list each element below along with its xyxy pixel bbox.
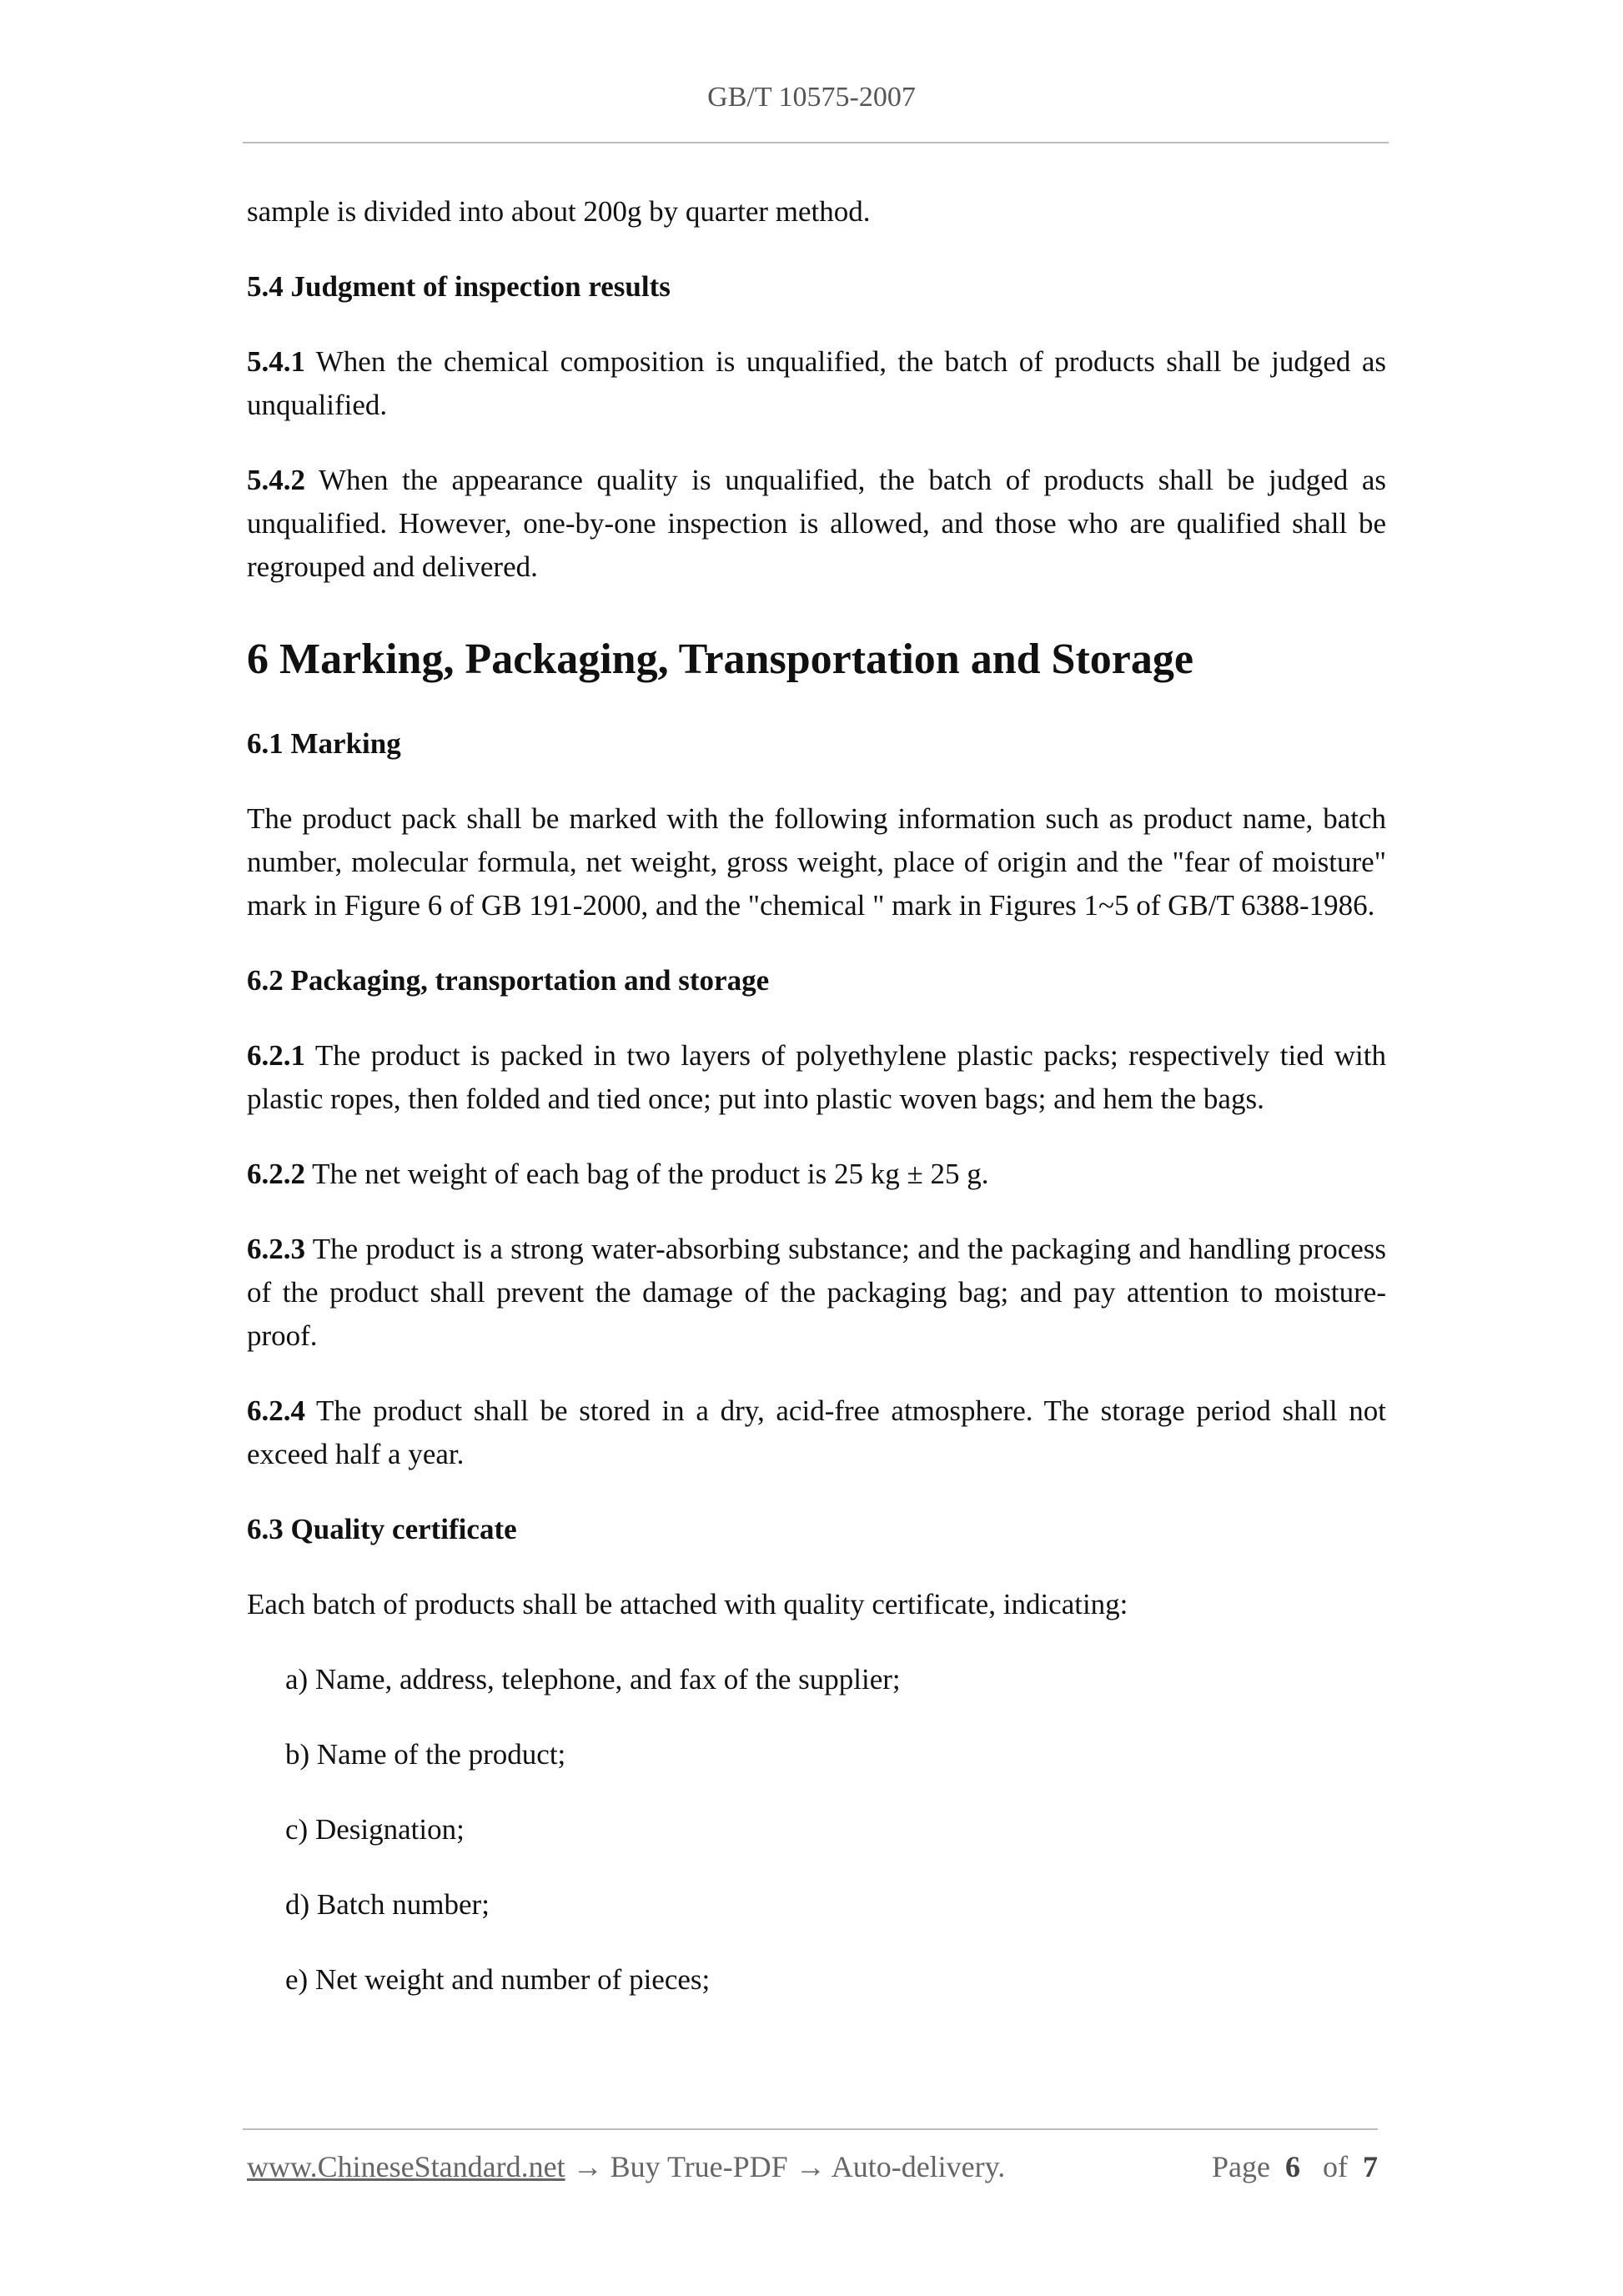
website-link[interactable]: www.ChineseStandard.net: [247, 2150, 565, 2183]
heading-6-1: 6.1 Marking: [247, 727, 401, 760]
clause-5-4-2: [247, 459, 1386, 589]
page-indicator: [1212, 2149, 1378, 2184]
document-body: [247, 190, 1386, 2033]
clause-text: The product is packed in two layers of polyethylene plastic packs; respectively tied with plastic ropes, then folded and tied once; put into plastic woven bags; and hem the bags.: [247, 1039, 1386, 1115]
list-item: b) Name of the product;: [285, 1738, 566, 1771]
clause-number: 6.2.3: [247, 1233, 305, 1265]
page-header: GB/T 10575-2007: [707, 82, 916, 113]
clause-6-2-3: [247, 1228, 1386, 1358]
page-label: Page: [1212, 2150, 1270, 2183]
paragraph-intro: sample is divided into about 200g by quarter method.: [247, 195, 871, 228]
page-number: 6: [1285, 2150, 1300, 2183]
of-label: of: [1323, 2150, 1348, 2183]
clause-number: 6.2.2: [247, 1158, 305, 1190]
section-title-6: 6 Marking, Packaging, Transportation and Storage: [247, 636, 1193, 683]
footer-divider: [243, 2128, 1378, 2130]
clause-text: The net weight of each bag of the product is 25 kg ± 25 g.: [305, 1158, 989, 1190]
list-item: e) Net weight and number of pieces;: [285, 1963, 711, 1996]
paragraph-6-3: Each batch of products shall be attached with quality certificate, indicating:: [247, 1588, 1128, 1620]
footer-promo: [247, 2149, 1005, 2184]
arrow-right-icon: →: [565, 2150, 611, 2183]
clause-6-2-1: [247, 1034, 1386, 1121]
list-item: d) Batch number;: [285, 1888, 490, 1921]
clause-number: 5.4.1: [247, 345, 305, 378]
heading-6-3: 6.3 Quality certificate: [247, 1513, 517, 1545]
clause-number: 6.2.4: [247, 1394, 305, 1427]
clause-6-2-4: [247, 1389, 1386, 1476]
clause-text: When the appearance quality is unqualified, the batch of products shall be judged as unqualified. However, one-by-one inspection is allowed, and those who are qualified shall be regrouped and delivered.: [247, 464, 1386, 583]
clause-5-4-1: [247, 340, 1386, 427]
list-item: a) Name, address, telephone, and fax of the supplier;: [285, 1663, 901, 1696]
arrow-right-icon: →: [787, 2150, 832, 2183]
paragraph-6-1: The product pack shall be marked with the following information such as product name, batch number, molecular formula, net weight, gross weight, place of origin and the "fear of moisture" mark in Figure 6 of GB 191-2000, and the "chemical " mark in Figures 1~5 of GB/T 6388-1986.: [247, 802, 1386, 922]
clause-number: 6.2.1: [247, 1039, 305, 1072]
buy-pdf-text: Buy True-PDF: [610, 2150, 788, 2183]
clause-text: The product shall be stored in a dry, acid-free atmosphere. The storage period shall not exceed half a year.: [247, 1394, 1386, 1470]
page-total: 7: [1363, 2150, 1378, 2183]
heading-5-4: 5.4 Judgment of inspection results: [247, 270, 671, 303]
header-divider: [243, 142, 1389, 143]
clause-number: 5.4.2: [247, 464, 305, 496]
auto-delivery-text: Auto-delivery.: [831, 2150, 1006, 2183]
clause-6-2-2: [247, 1153, 1386, 1196]
clause-text: When the chemical composition is unqualified, the batch of products shall be judged as unqualified.: [247, 345, 1386, 421]
list-item: c) Designation;: [285, 1813, 465, 1846]
heading-6-2: 6.2 Packaging, transportation and storage: [247, 964, 770, 997]
clause-text: The product is a strong water-absorbing substance; and the packaging and handling process of the product shall prevent the damage of the packaging bag; and pay attention to moisture-proof.: [247, 1233, 1386, 1352]
